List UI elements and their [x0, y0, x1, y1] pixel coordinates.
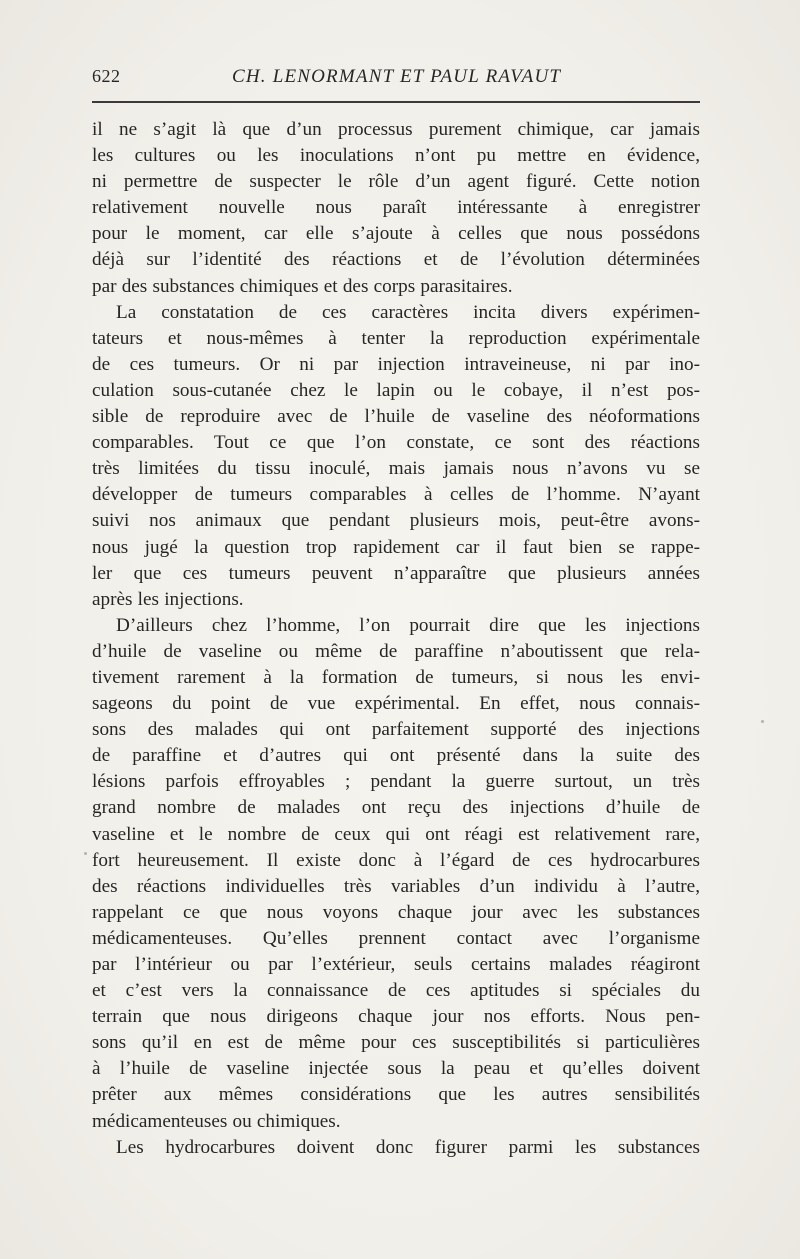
text-line: très limitées du tissu inoculé, mais jamais nous n’avons vu se: [92, 458, 700, 480]
text-line: par l’intérieur ou par l’extérieur, seuls certains malades réagiront: [92, 954, 700, 975]
text-line: médicamenteuses ou chimiques.: [92, 1110, 341, 1132]
text-line: nous jugé la question trop rapidement car il faut bien se rappe-: [92, 536, 700, 558]
text-line: terrain que nous dirigeons chaque jour nos efforts. Nous pen-: [92, 1006, 700, 1028]
text-line: développer de tumeurs comparables à celles de l’homme. N’ayant: [92, 484, 700, 506]
page-header: [92, 66, 700, 96]
text-line: ni permettre de suspecter le rôle d’un agent figuré. Cette notion: [92, 171, 700, 193]
text-line: relativement nouvelle nous paraît intéressante à enregistrer: [92, 197, 700, 219]
text-line: D’ailleurs chez l’homme, l’on pourrait dire que les injections: [116, 614, 700, 636]
header-rule: [92, 101, 700, 104]
text-line: La constatation de ces caractères incita divers expérimen-: [116, 301, 700, 323]
text-line: sible de reproduire avec de l’huile de vaseline des néoformations: [92, 406, 700, 428]
text-line: les cultures ou les inoculations n’ont pu mettre en évidence,: [92, 145, 700, 167]
page-number: 622: [92, 66, 121, 86]
text-line: pour le moment, car elle s’ajoute à celles que nous possédons: [92, 223, 700, 245]
text-line: par des substances chimiques et des corps parasitaires.: [92, 275, 513, 297]
text-line: après les injections.: [92, 588, 244, 610]
text-line: déjà sur l’identité des réactions et de l’évolution déterminées: [92, 249, 700, 271]
text-line: il ne s’agit là que d’un processus purement chimique, car jamais: [92, 119, 700, 140]
text-line: sons des malades qui ont parfaitement supporté des injections: [92, 719, 700, 741]
text-line: lésions parfois effroyables ; pendant la guerre surtout, un très: [92, 771, 700, 793]
text-line: prêter aux mêmes considérations que les autres sensibilités: [92, 1084, 700, 1106]
running-head: CH. LENORMANT ET PAUL RAVAUT: [232, 66, 562, 87]
text-line: tivement rarement à la formation de tumeurs, si nous les envi-: [92, 666, 700, 688]
body-text: [92, 117, 700, 1161]
text-line: suivi nos animaux que pendant plusieurs mois, peut-être avons-: [92, 510, 700, 532]
text-line: médicamenteuses. Qu’elles prennent contact avec l’organisme: [92, 927, 700, 949]
text-line: d’huile de vaseline ou même de paraffine n’aboutissent que rela-: [92, 640, 700, 662]
text-line: de paraffine et d’autres qui ont présenté dans la suite des: [92, 745, 700, 767]
paper-speck: [84, 852, 87, 855]
text-line: ler que ces tumeurs peuvent n’apparaître que plusieurs années: [92, 562, 700, 584]
text-line: sons qu’il en est de même pour ces susceptibilités si particulières: [92, 1032, 700, 1054]
paper-speck: [761, 720, 764, 723]
text-line: fort heureusement. Il existe donc à l’égard de ces hydrocarbures: [92, 849, 700, 871]
text-line: des réactions individuelles très variables d’un individu à l’autre,: [92, 875, 700, 897]
text-line: à l’huile de vaseline injectée sous la peau et qu’elles doivent: [92, 1058, 700, 1080]
text-line: vaseline et le nombre de ceux qui ont réagi est relativement rare,: [92, 823, 700, 845]
text-line: rappelant ce que nous voyons chaque jour avec les substances: [92, 901, 700, 923]
text-line: culation sous-cutanée chez le lapin ou le cobaye, il n’est pos-: [92, 379, 700, 401]
text-line: et c’est vers la connaissance de ces aptitudes si spéciales du: [92, 980, 700, 1002]
text-line: grand nombre de malades ont reçu des injections d’huile de: [92, 797, 700, 819]
text-line: tateurs et nous-mêmes à tenter la reproduction expérimentale: [92, 327, 700, 349]
text-line: comparables. Tout ce que l’on constate, ce sont des réactions: [92, 432, 700, 454]
text-line: de ces tumeurs. Or ni par injection intraveineuse, ni par ino-: [92, 353, 700, 375]
text-line: Les hydrocarbures doivent donc figurer parmi les substances: [116, 1136, 700, 1158]
text-line: sageons du point de vue expérimental. En effet, nous connais-: [92, 693, 700, 715]
